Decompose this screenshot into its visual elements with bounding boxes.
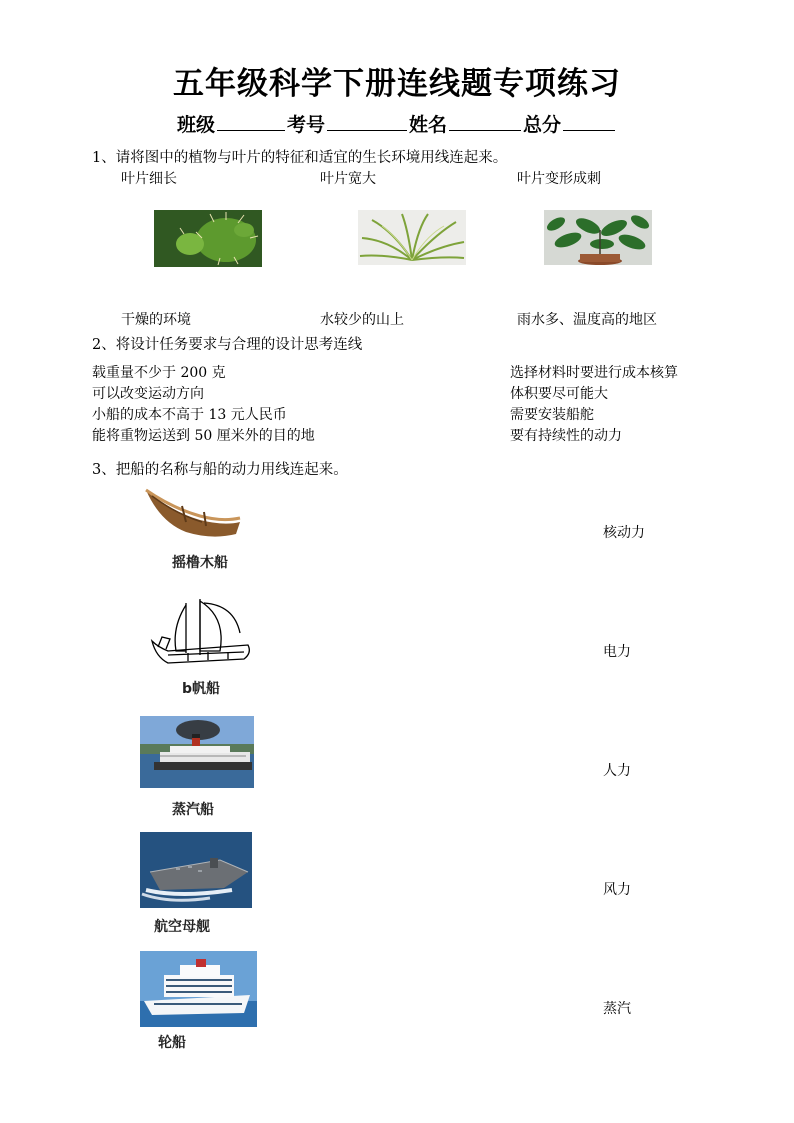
q2-left-4: 能将重物运送到 50 厘米外的目的地 (92, 428, 315, 444)
student-info-line (0, 110, 794, 137)
boat-caption-2: b帆船 (182, 681, 221, 697)
q2-prompt: 2、将设计任务要求与合理的设计思考连线 (92, 337, 363, 353)
exam-no-blank[interactable] (327, 112, 407, 131)
power-1: 核动力 (603, 525, 645, 541)
class-blank[interactable] (217, 112, 285, 131)
cruise-ship-image (140, 951, 257, 1027)
power-2: 电力 (603, 644, 631, 660)
boat-caption-4: 航空母舰 (154, 919, 210, 935)
power-5: 蒸汽 (603, 1001, 631, 1017)
q3-prompt: 3、把船的名称与船的动力用线连起来。 (92, 462, 348, 478)
q1-environment-1: 干燥的环境 (121, 312, 191, 328)
q1-feature-1: 叶片细长 (121, 171, 177, 187)
q2-right-3: 需要安装船舵 (510, 407, 594, 423)
q1-environment-2: 水较少的山上 (320, 312, 404, 328)
page-title: 五年级科学下册连线题专项练习 (173, 66, 621, 102)
boat-caption-5: 轮船 (158, 1035, 186, 1051)
spider-plant-image (358, 210, 466, 265)
q1-feature-2: 叶片宽大 (320, 171, 376, 187)
name-blank[interactable] (449, 112, 521, 131)
q2-right-4: 要有持续性的动力 (510, 428, 622, 444)
class-label: 班级 (176, 114, 215, 136)
steamship-image (140, 716, 254, 788)
boat-caption-3: 蒸汽船 (172, 802, 214, 818)
cactus-image (154, 210, 262, 267)
exam-no-label: 考号 (286, 114, 325, 136)
power-4: 风力 (603, 882, 631, 898)
aircraft-carrier-image (140, 832, 252, 908)
sailboat-image (148, 597, 254, 675)
q2-right-2: 体积要尽可能大 (510, 386, 608, 402)
q1-prompt: 1、请将图中的植物与叶片的特征和适宜的生长环境用线连起来。 (92, 150, 508, 166)
q1-feature-3: 叶片变形成刺 (517, 171, 601, 187)
q1-environment-3: 雨水多、温度高的地区 (517, 312, 657, 328)
q2-left-2: 可以改变运动方向 (92, 386, 204, 402)
broadleaf-plant-image (544, 210, 652, 265)
power-3: 人力 (603, 763, 631, 779)
q2-left-3: 小船的成本不高于 13 元人民币 (92, 407, 287, 423)
wooden-boat-image (142, 482, 242, 542)
total-blank[interactable] (563, 112, 615, 131)
boat-caption-1: 摇橹木船 (172, 555, 228, 571)
q2-right-1: 选择材料时要进行成本核算 (510, 365, 678, 381)
total-label: 总分 (523, 114, 562, 136)
q2-left-1: 载重量不少于 200 克 (92, 365, 226, 381)
name-label: 姓名 (409, 114, 448, 136)
